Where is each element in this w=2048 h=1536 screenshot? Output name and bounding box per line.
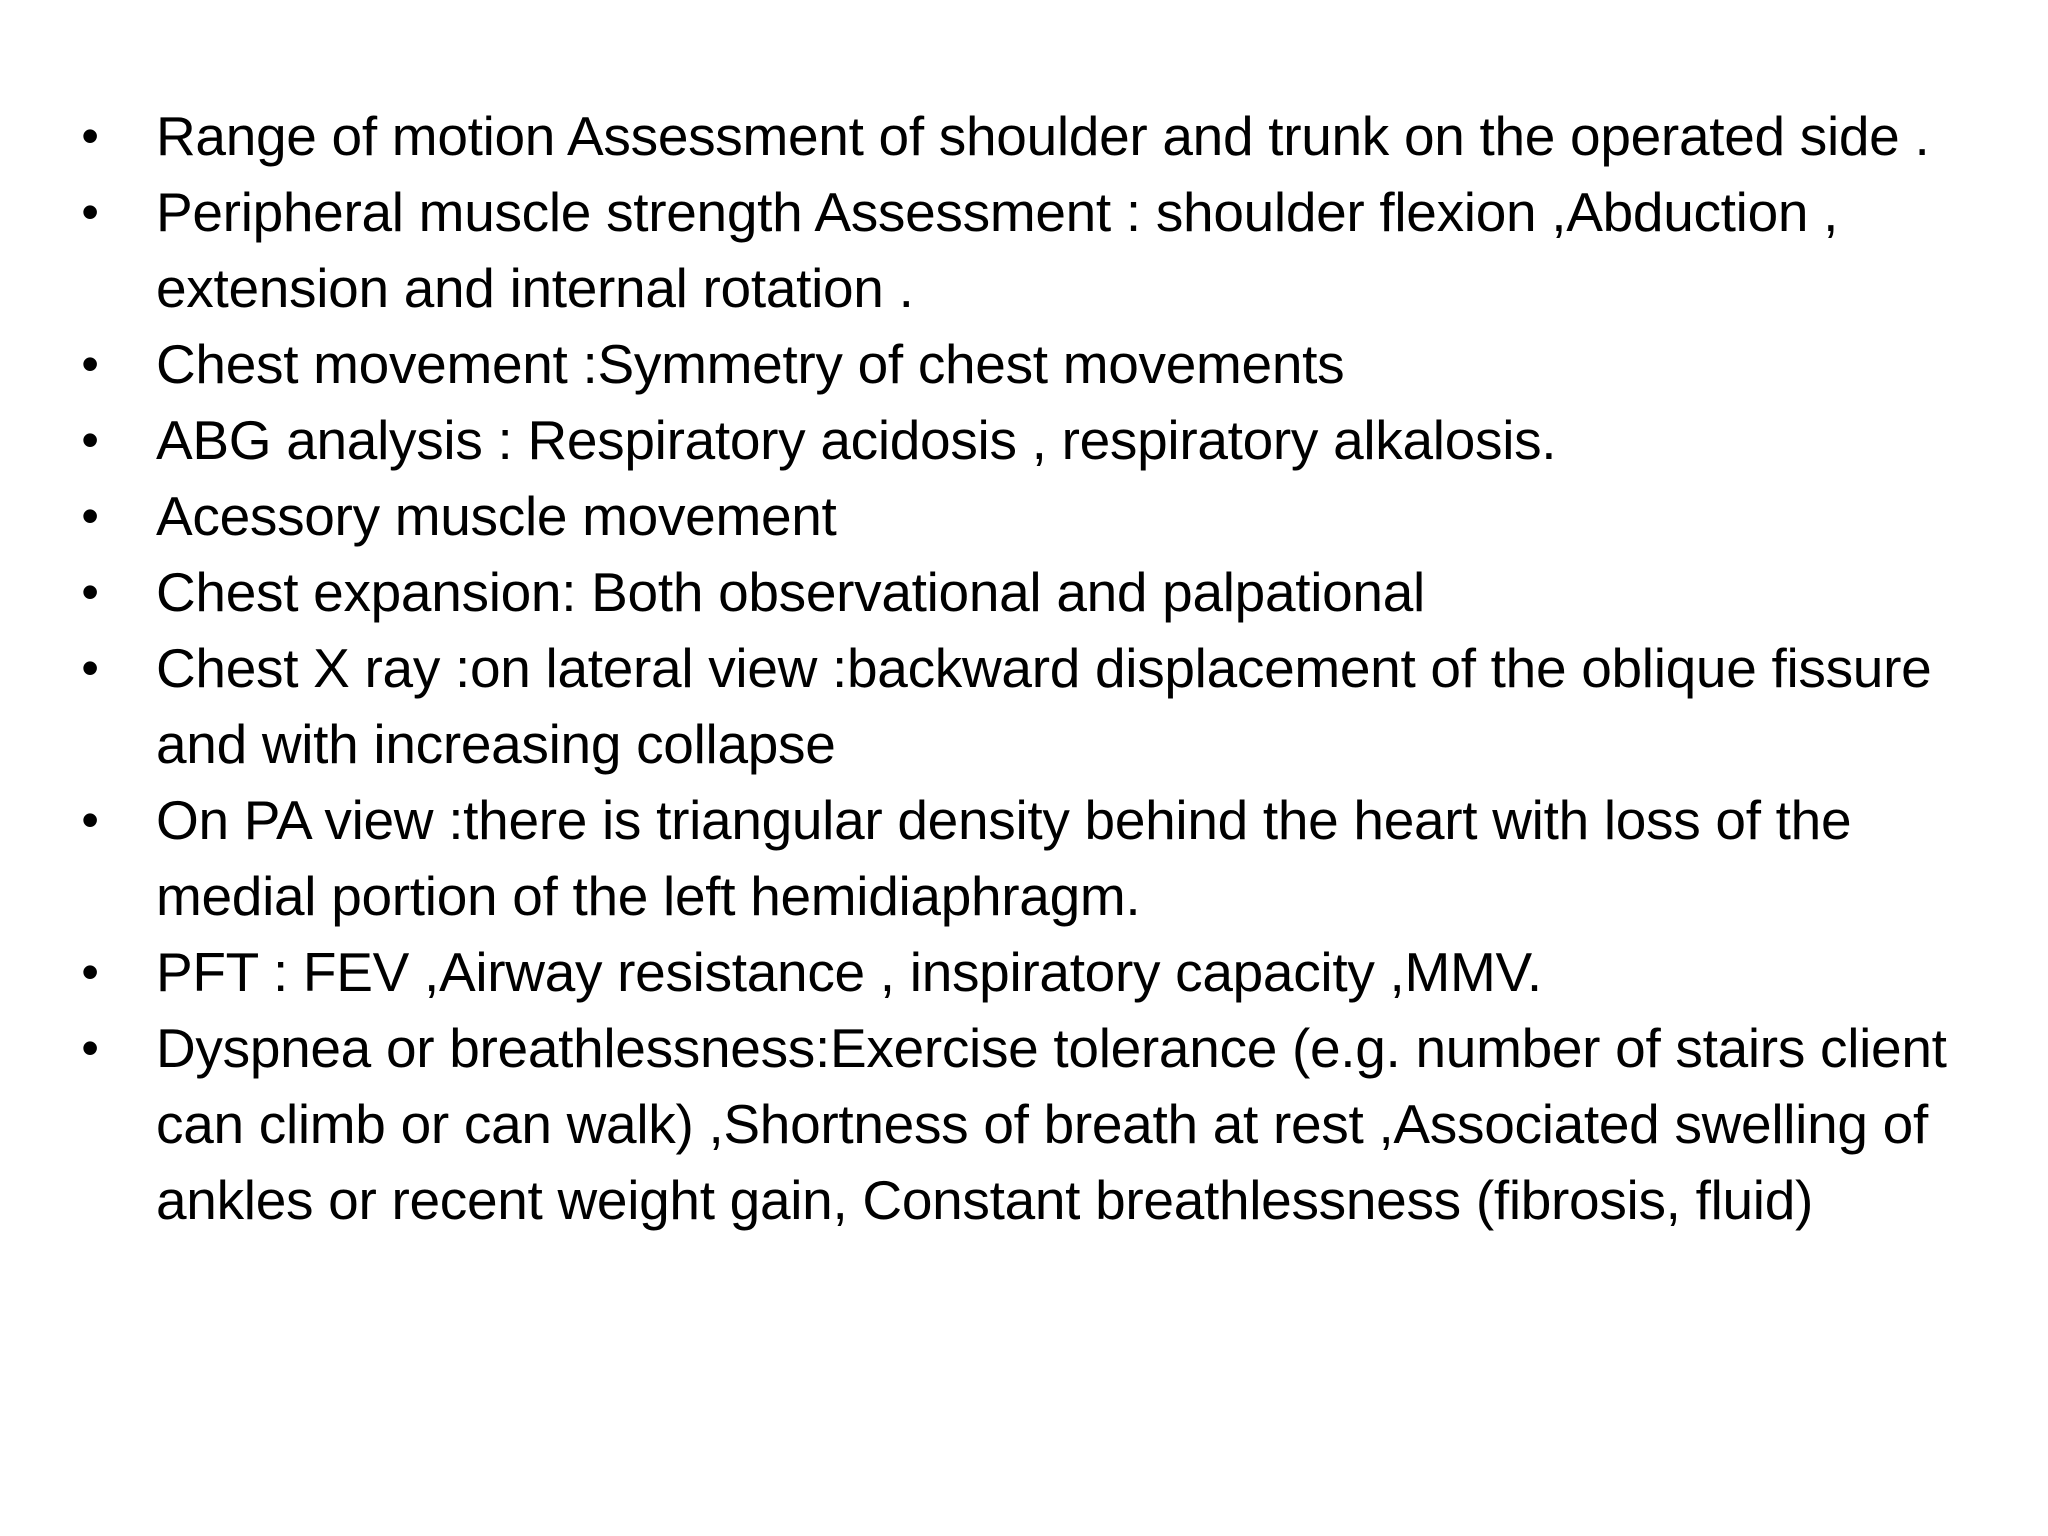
bullet-item-chest-xray: [70, 630, 1990, 782]
bullet-item-pft: [70, 934, 1990, 1010]
bullet-text: On PA view :there is triangular density behind the heart with loss of the medial portion of the left hemidiaphragm.: [156, 789, 1852, 927]
bullet-text: Dyspnea or breathlessness:Exercise tolerance (e.g. number of stairs client can climb or can walk) ,Shortness of breath at rest ,Associated swelling of ankles or recent weight gain, Constant breathlessness (fibrosis, fluid): [156, 1017, 1947, 1231]
bullet-icon: •: [81, 944, 99, 1000]
bullet-text: Chest movement :Symmetry of chest movements: [156, 333, 1345, 395]
bullet-icon: •: [81, 108, 99, 164]
bullet-text: Acessory muscle movement: [156, 485, 837, 547]
bullet-item-accessory-muscle: [70, 478, 1990, 554]
bullet-text: ABG analysis : Respiratory acidosis , respiratory alkalosis.: [156, 409, 1557, 471]
bullet-icon: •: [81, 336, 99, 392]
bullet-text: Peripheral muscle strength Assessment : shoulder flexion ,Abduction , extension and internal rotation .: [156, 181, 1839, 319]
bullet-item-chest-movement: [70, 326, 1990, 402]
bullet-list: [70, 98, 1990, 1238]
bullet-icon: •: [81, 488, 99, 544]
bullet-icon: •: [81, 1020, 99, 1076]
bullet-text: Chest expansion: Both observational and palpational: [156, 561, 1425, 623]
bullet-text: Chest X ray :on lateral view :backward displacement of the oblique fissure and with increasing collapse: [156, 637, 1932, 775]
bullet-item-pa-view: [70, 782, 1990, 934]
bullet-icon: •: [81, 564, 99, 620]
bullet-item-dyspnea: [70, 1010, 1990, 1238]
bullet-icon: •: [81, 184, 99, 240]
bullet-item-abg-analysis: [70, 402, 1990, 478]
bullet-item-chest-expansion: [70, 554, 1990, 630]
bullet-text: Range of motion Assessment of shoulder and trunk on the operated side .: [156, 105, 1930, 167]
bullet-icon: •: [81, 792, 99, 848]
bullet-icon: •: [81, 640, 99, 696]
bullet-item-rom-assessment: [70, 98, 1990, 174]
bullet-icon: •: [81, 412, 99, 468]
bullet-item-muscle-strength: [70, 174, 1990, 326]
bullet-text: PFT : FEV ,Airway resistance , inspiratory capacity ,MMV.: [156, 941, 1542, 1003]
